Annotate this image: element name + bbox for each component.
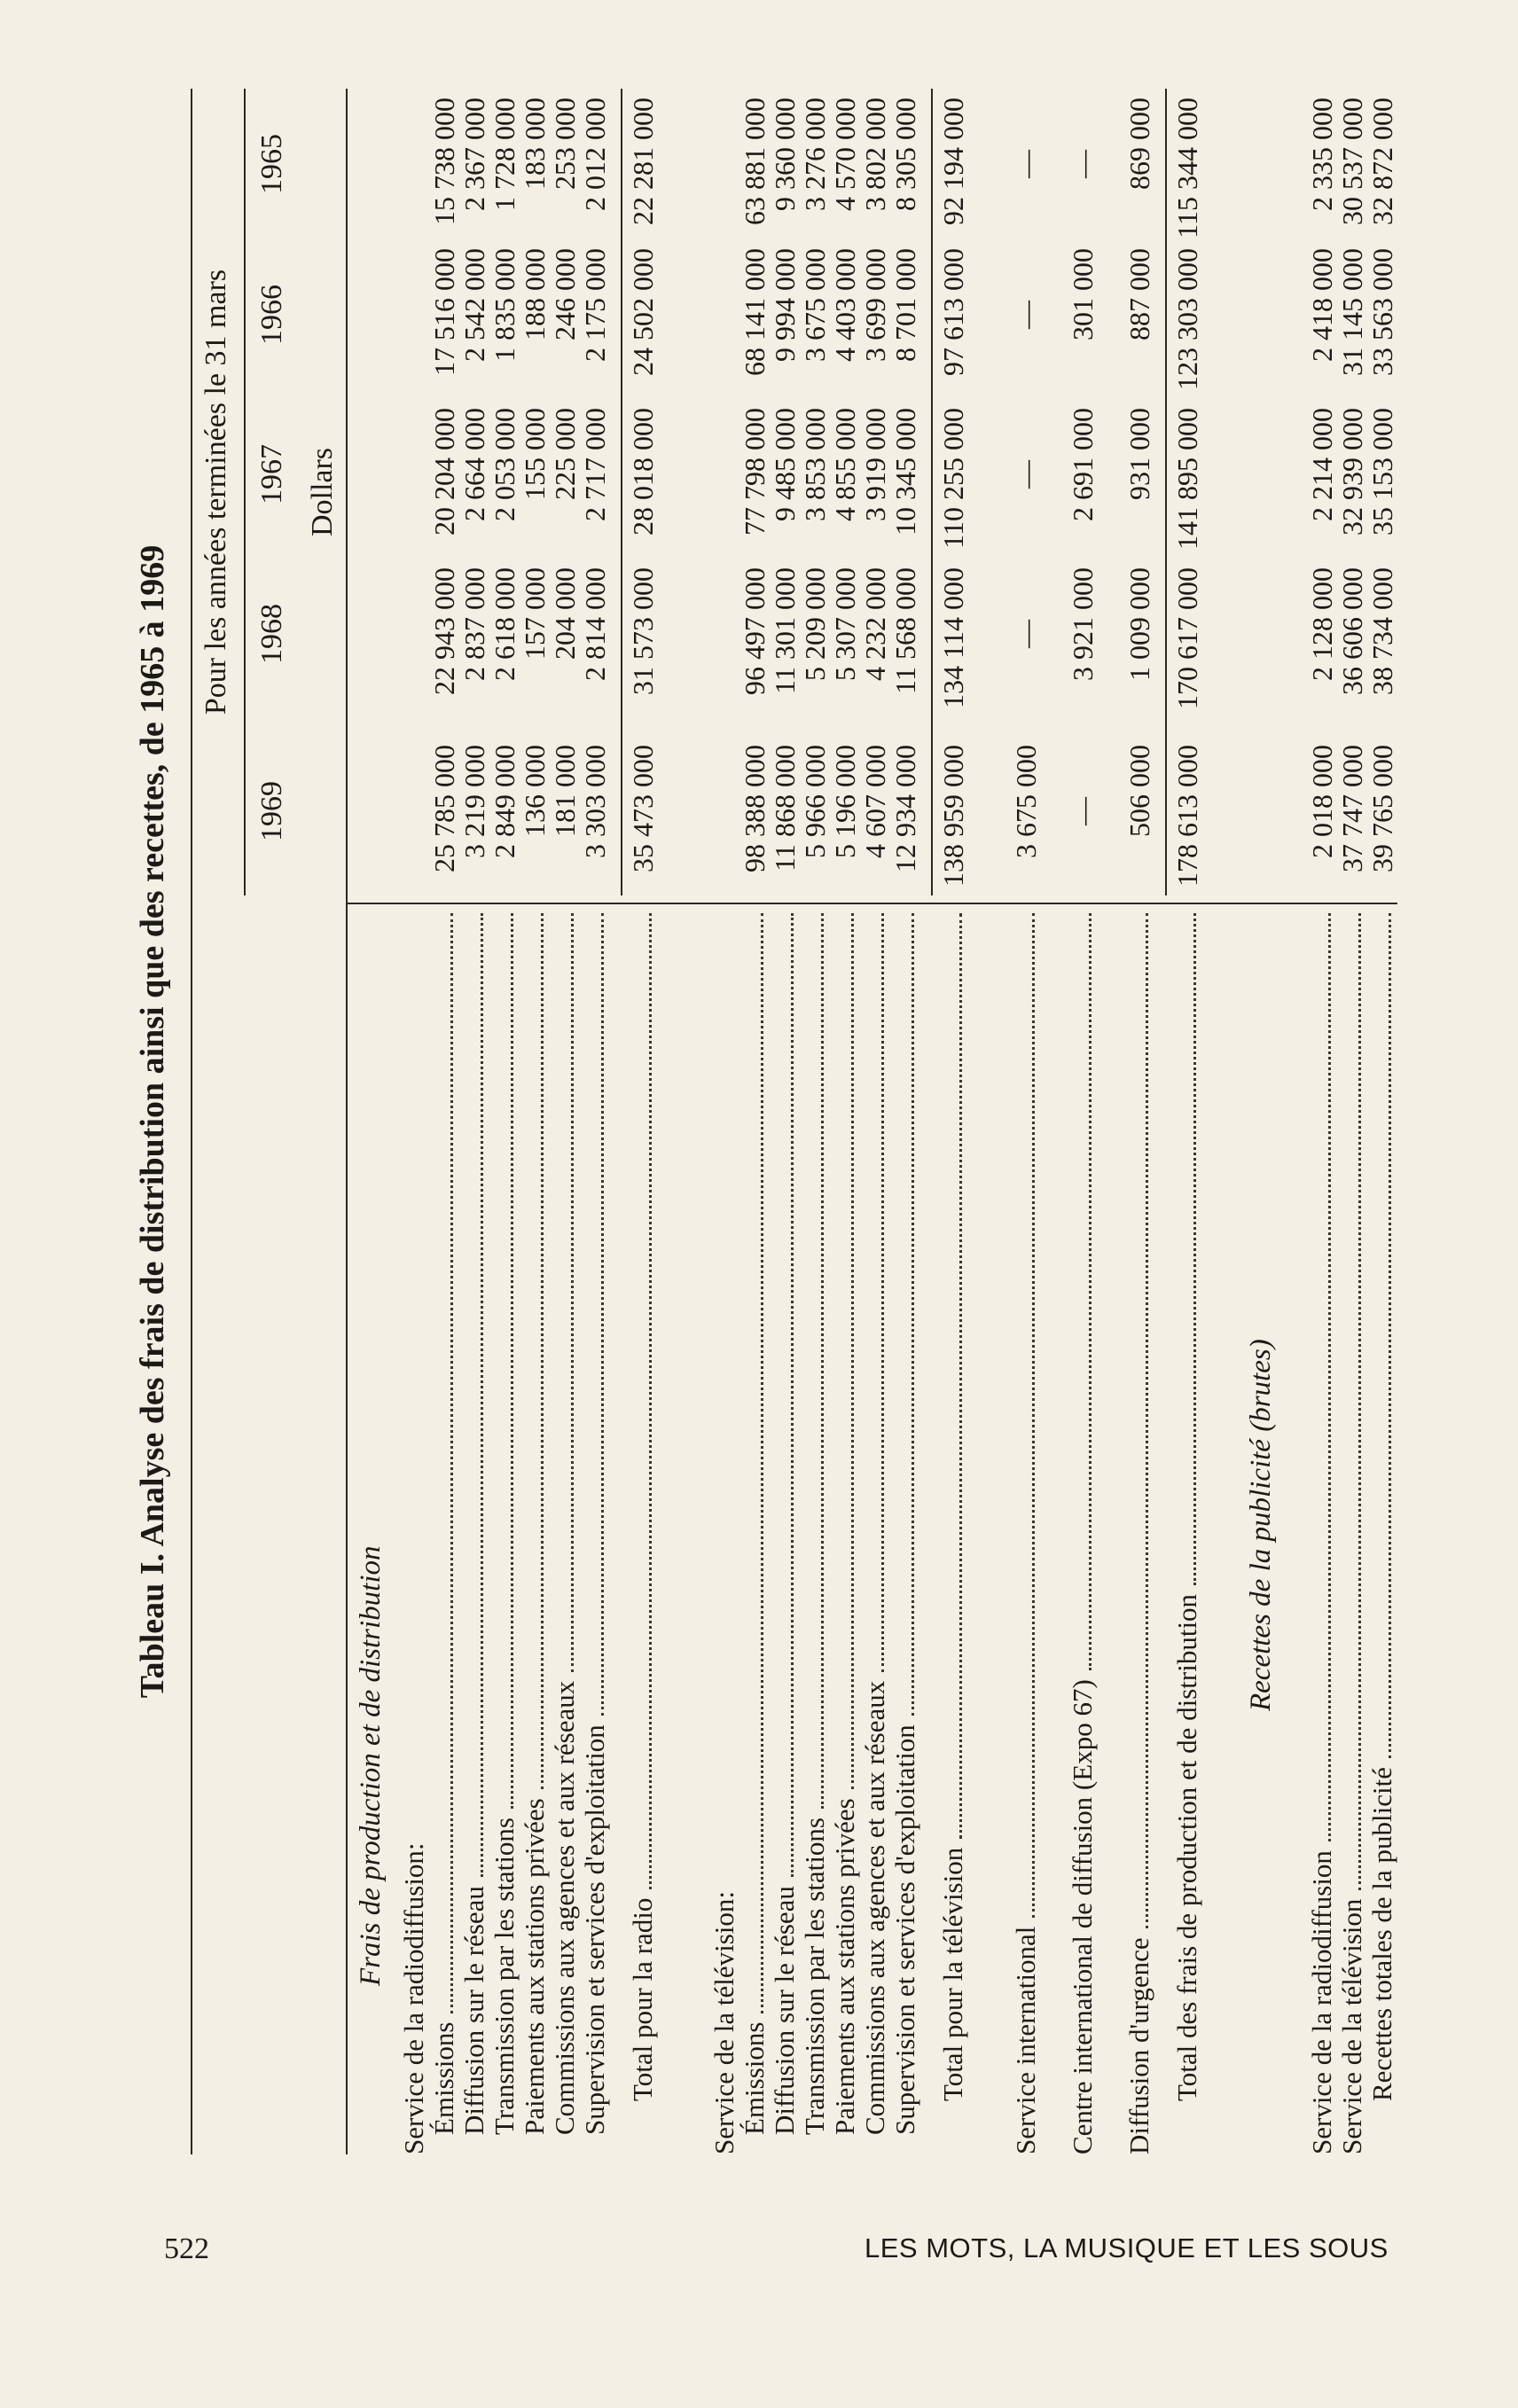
unit-label: Dollars bbox=[306, 447, 339, 537]
rotated-table-page bbox=[89, 89, 1419, 2154]
row-label: Paiements aux stations privées bbox=[519, 1798, 550, 2135]
row-label: Service de la radiodiffusion: bbox=[398, 1842, 429, 2154]
row-label: Transmission par les stations bbox=[489, 1818, 520, 2135]
value-cell: 2 717 000 bbox=[579, 408, 611, 521]
value-cell: 3 219 000 bbox=[458, 745, 490, 858]
row-label: Paiements aux stations privées bbox=[829, 1798, 860, 2135]
section-title-costs: Frais de production et de distribution bbox=[355, 1545, 387, 1986]
value-cell: 931 000 bbox=[1123, 408, 1155, 500]
total-value: 115 344 000 bbox=[1171, 98, 1203, 238]
dot-leader bbox=[571, 913, 574, 1672]
year-header-1965: 1965 bbox=[255, 134, 288, 194]
value-cell: 2 128 000 bbox=[1306, 567, 1338, 681]
total-value: 92 194 000 bbox=[937, 98, 969, 225]
value-cell: 301 000 bbox=[1067, 248, 1099, 340]
value-cell: 2 542 000 bbox=[458, 248, 490, 362]
header-bottom-rule bbox=[346, 89, 348, 2154]
dot-leader bbox=[881, 913, 884, 1672]
row-label: Émissions bbox=[739, 2021, 770, 2135]
value-cell: 3 853 000 bbox=[799, 408, 831, 521]
value-cell: 3 303 000 bbox=[579, 745, 611, 858]
value-cell: 32 872 000 bbox=[1366, 98, 1398, 225]
value-cell: 9 360 000 bbox=[769, 98, 801, 211]
value-cell: 2 837 000 bbox=[458, 567, 490, 681]
value-cell: 96 497 000 bbox=[739, 567, 771, 695]
total-row-label: Total pour la télévision bbox=[937, 1847, 968, 2101]
subtotal-rule bbox=[1165, 89, 1167, 895]
value-cell: 155 000 bbox=[519, 408, 551, 500]
value-cell: 3 919 000 bbox=[859, 408, 891, 521]
value-cell: 2 053 000 bbox=[489, 408, 520, 521]
value-cell: 4 403 000 bbox=[829, 248, 861, 362]
value-cell: 2 664 000 bbox=[458, 408, 490, 521]
subtotal-rule bbox=[621, 89, 622, 895]
subtotal-rule bbox=[931, 89, 933, 895]
value-cell: 31 145 000 bbox=[1336, 248, 1368, 376]
value-cell: 9 485 000 bbox=[769, 408, 801, 521]
value-cell: 5 307 000 bbox=[829, 567, 861, 681]
value-cell: 2 814 000 bbox=[579, 567, 611, 681]
value-cell: 98 388 000 bbox=[739, 745, 771, 872]
total-value: 35 473 000 bbox=[627, 745, 659, 872]
value-cell: 63 881 000 bbox=[739, 98, 771, 225]
value-cell: 3 921 000 bbox=[1067, 567, 1099, 681]
value-cell: 2 618 000 bbox=[489, 567, 520, 681]
row-label: Commissions aux agences et aux réseaux bbox=[859, 1680, 890, 2135]
row-label: Diffusion sur le réseau bbox=[769, 1886, 800, 2135]
dot-leader bbox=[481, 913, 483, 1877]
value-cell: 5 196 000 bbox=[829, 745, 861, 858]
total-value: 22 281 000 bbox=[627, 98, 659, 225]
dot-leader bbox=[791, 913, 794, 1877]
value-cell: 15 738 000 bbox=[428, 98, 460, 225]
value-cell: 5 209 000 bbox=[799, 567, 831, 681]
header-top-rule bbox=[191, 89, 192, 2154]
dot-leader bbox=[1089, 913, 1092, 1670]
row-label: Supervision et services d'exploitation bbox=[889, 1724, 920, 2135]
value-dash: — bbox=[1010, 150, 1042, 178]
value-cell: 10 345 000 bbox=[889, 408, 921, 536]
value-cell: 25 785 000 bbox=[428, 745, 460, 872]
value-cell: 35 153 000 bbox=[1366, 408, 1398, 536]
value-cell: 9 994 000 bbox=[769, 248, 801, 362]
value-cell: 22 943 000 bbox=[428, 567, 460, 695]
row-label: Émissions bbox=[428, 2021, 459, 2135]
value-cell: 4 232 000 bbox=[859, 567, 891, 681]
total-value: 24 502 000 bbox=[627, 248, 659, 376]
total-value: 97 613 000 bbox=[937, 248, 969, 376]
row-label: Service international bbox=[1010, 1926, 1041, 2154]
row-label: Transmission par les stations bbox=[799, 1818, 830, 2135]
value-cell: 3 675 000 bbox=[1010, 745, 1042, 858]
row-label: Centre international de diffusion (Expo 67) bbox=[1067, 1679, 1098, 2154]
value-cell: 188 000 bbox=[519, 248, 551, 340]
value-cell: 17 516 000 bbox=[428, 248, 460, 376]
value-dash: — bbox=[1010, 460, 1042, 489]
total-value: 138 959 000 bbox=[937, 745, 969, 887]
value-cell: 5 966 000 bbox=[799, 745, 831, 858]
year-header-1966: 1966 bbox=[255, 285, 288, 345]
value-cell: 2 691 000 bbox=[1067, 408, 1099, 521]
dot-leader bbox=[1389, 913, 1391, 1758]
dot-leader bbox=[649, 913, 652, 1889]
total-row-label: Total pour la radio bbox=[627, 1897, 658, 2101]
table-title: Tableau I. Analyse des frais de distribution ainsi que des recettes, de 1965 à 1969 bbox=[134, 544, 171, 1699]
value-cell: 1 835 000 bbox=[489, 248, 520, 362]
row-label: Service de la radiodiffusion bbox=[1306, 1850, 1337, 2154]
section-title-revenue: Recettes de la publicité (brutes) bbox=[1245, 1339, 1277, 1711]
total-value: 31 573 000 bbox=[627, 567, 659, 695]
value-cell: 2 175 000 bbox=[579, 248, 611, 362]
value-dash: — bbox=[1010, 301, 1042, 329]
year-header-1968: 1968 bbox=[255, 604, 288, 664]
period-label: Pour les années terminées le 31 mars bbox=[200, 269, 232, 715]
value-cell: 37 747 000 bbox=[1336, 745, 1368, 872]
value-cell: 20 204 000 bbox=[428, 408, 460, 536]
value-cell: 204 000 bbox=[549, 567, 581, 660]
total-value: 123 303 000 bbox=[1171, 248, 1203, 390]
dot-leader bbox=[511, 913, 513, 1809]
row-label: Recettes totales de la publicité bbox=[1366, 1766, 1397, 2101]
dot-leader bbox=[959, 913, 962, 1839]
year-header-1967: 1967 bbox=[255, 444, 288, 504]
value-cell: 4 607 000 bbox=[859, 745, 891, 858]
year-header-1969: 1969 bbox=[255, 781, 288, 841]
total-value: 110 255 000 bbox=[937, 408, 969, 549]
value-cell: 68 141 000 bbox=[739, 248, 771, 376]
value-cell: 77 798 000 bbox=[739, 408, 771, 536]
value-cell: 11 301 000 bbox=[769, 567, 801, 694]
value-cell: 38 734 000 bbox=[1366, 567, 1398, 695]
value-cell: 11 868 000 bbox=[769, 745, 801, 872]
value-cell: 2 018 000 bbox=[1306, 745, 1338, 858]
dot-leader bbox=[1146, 913, 1148, 1928]
dot-leader bbox=[912, 913, 914, 1716]
value-cell: 869 000 bbox=[1123, 98, 1155, 190]
value-cell: 33 563 000 bbox=[1366, 248, 1398, 376]
value-cell: 3 802 000 bbox=[859, 98, 891, 211]
value-cell: 2 849 000 bbox=[489, 745, 520, 858]
row-label: Supervision et services d'exploitation bbox=[579, 1724, 610, 2135]
value-dash: — bbox=[1067, 150, 1099, 178]
period-rule bbox=[244, 89, 246, 895]
value-cell: 32 939 000 bbox=[1336, 408, 1368, 536]
row-label: Service de la télévision: bbox=[708, 1891, 739, 2154]
dot-leader bbox=[851, 913, 854, 1789]
value-cell: 1 728 000 bbox=[489, 98, 520, 211]
total-value: 141 895 000 bbox=[1171, 408, 1203, 550]
value-cell: 1 009 000 bbox=[1123, 567, 1155, 681]
value-cell: 887 000 bbox=[1123, 248, 1155, 340]
row-label: Commissions aux agences et aux réseaux bbox=[549, 1680, 580, 2135]
value-cell: 183 000 bbox=[519, 98, 551, 190]
label-column-rule bbox=[346, 903, 1397, 904]
row-label: Diffusion d'urgence bbox=[1123, 1937, 1154, 2154]
value-cell: 2 012 000 bbox=[579, 98, 611, 211]
value-cell: 3 675 000 bbox=[799, 248, 831, 362]
value-cell: 246 000 bbox=[549, 248, 581, 340]
value-cell: 3 276 000 bbox=[799, 98, 831, 211]
value-cell: 4 855 000 bbox=[829, 408, 861, 521]
value-cell: 8 701 000 bbox=[889, 248, 921, 362]
running-head: LES MOTS, LA MUSIQUE ET LES SOUS bbox=[865, 2232, 1389, 2263]
dot-leader bbox=[821, 913, 824, 1809]
value-cell: 253 000 bbox=[549, 98, 581, 190]
value-cell: 39 765 000 bbox=[1366, 745, 1398, 872]
value-cell: 225 000 bbox=[549, 408, 581, 500]
value-cell: 2 214 000 bbox=[1306, 408, 1338, 521]
total-value: 178 613 000 bbox=[1171, 745, 1203, 887]
value-cell: 2 367 000 bbox=[458, 98, 490, 211]
value-cell: 8 305 000 bbox=[889, 98, 921, 211]
value-cell: 36 606 000 bbox=[1336, 567, 1368, 695]
dot-leader bbox=[541, 913, 544, 1789]
dot-leader bbox=[450, 913, 453, 2013]
dot-leader bbox=[1328, 913, 1331, 1841]
value-cell: 506 000 bbox=[1123, 745, 1155, 837]
total-row-label: Total des frais de production et de distribution bbox=[1171, 1593, 1202, 2101]
value-cell: 181 000 bbox=[549, 745, 581, 837]
value-cell: 3 699 000 bbox=[859, 248, 891, 362]
total-value: 134 114 000 bbox=[937, 567, 969, 708]
row-label: Service de la télévision bbox=[1336, 1898, 1367, 2154]
total-value: 170 617 000 bbox=[1171, 567, 1203, 709]
value-cell: 12 934 000 bbox=[889, 745, 921, 872]
dot-leader bbox=[1032, 913, 1035, 1918]
value-cell: 2 335 000 bbox=[1306, 98, 1338, 211]
value-dash: — bbox=[1010, 620, 1042, 648]
page-number: 522 bbox=[164, 2232, 209, 2265]
value-dash: — bbox=[1067, 797, 1099, 825]
dot-leader bbox=[1193, 913, 1196, 1585]
value-cell: 136 000 bbox=[519, 745, 551, 837]
dot-leader bbox=[761, 913, 763, 2013]
value-cell: 4 570 000 bbox=[829, 98, 861, 211]
total-value: 28 018 000 bbox=[627, 408, 659, 536]
value-cell: 11 568 000 bbox=[889, 567, 921, 694]
value-cell: 157 000 bbox=[519, 567, 551, 660]
dot-leader bbox=[1358, 913, 1361, 1890]
value-cell: 2 418 000 bbox=[1306, 248, 1338, 362]
dot-leader bbox=[601, 913, 604, 1716]
value-cell: 30 537 000 bbox=[1336, 98, 1368, 225]
row-label: Diffusion sur le réseau bbox=[458, 1886, 489, 2135]
